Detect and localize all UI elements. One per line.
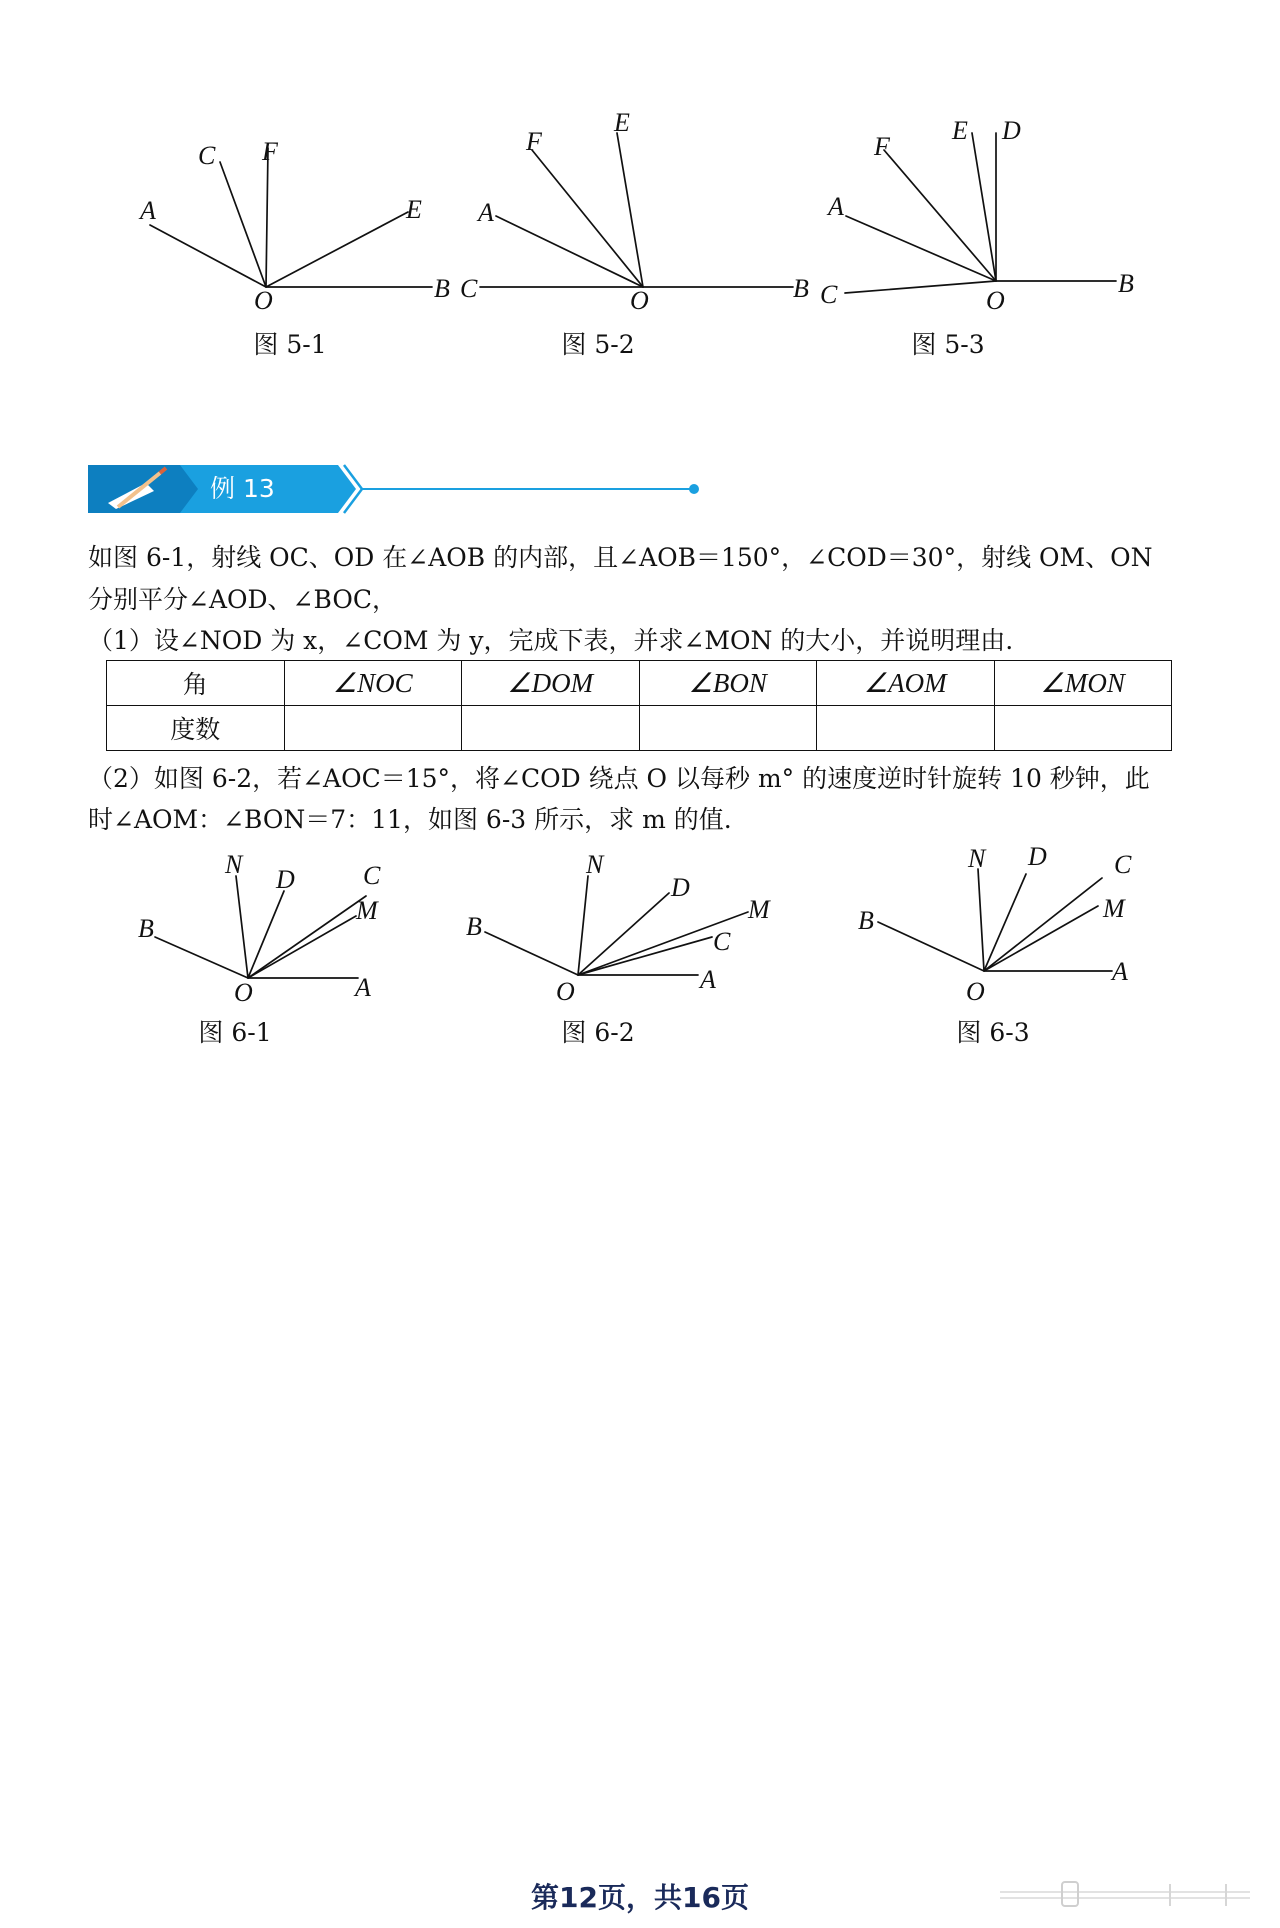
table-header-cell: ∠AOM [817, 661, 995, 706]
point-B: B [793, 274, 809, 303]
figure-6-1-caption: 图 6-1 [198, 1018, 272, 1047]
point-B: B [138, 914, 154, 943]
problem-line-2: 分别平分∠AOD、∠BOC， [88, 585, 397, 614]
table-header-cell: ∠DOM [462, 661, 640, 706]
problem-line-1: 如图 6-1，射线 OC、OD 在∠AOB 的内部，且∠AOB＝150°，∠COD＝30°，射线 OM、ON [88, 543, 1153, 572]
point-M: M [356, 896, 378, 925]
point-C: C [363, 861, 381, 890]
point-D: D [1028, 842, 1047, 871]
point-C: C [198, 141, 216, 170]
point-N: N [586, 850, 604, 879]
point-A: A [355, 973, 371, 1002]
point-C: C [460, 274, 478, 303]
point-O: O [986, 286, 1005, 315]
point-C: C [1114, 850, 1132, 879]
example-label: 例 13 [210, 474, 275, 503]
point-O: O [630, 286, 649, 315]
point-N: N [225, 850, 243, 879]
table-header-cell: ∠BON [639, 661, 817, 706]
point-O: O [966, 977, 985, 1006]
point-B: B [858, 906, 874, 935]
table-header-cell: 角 [107, 661, 285, 706]
figure-5-1-caption: 图 5-1 [253, 330, 327, 359]
table-row-label: 度数 [107, 706, 285, 751]
point-A: A [1112, 957, 1128, 986]
point-A: A [828, 192, 844, 221]
problem-part-2-line-1: （2）如图 6-2，若∠AOC＝15°，将∠COD 绕点 O 以每秒 m° 的速度逆时针旋转 10 秒钟，此 [88, 764, 1150, 793]
point-E: E [406, 195, 422, 224]
point-O: O [254, 286, 273, 315]
point-B: B [1118, 269, 1134, 298]
point-D: D [671, 873, 690, 902]
point-B: B [434, 274, 450, 303]
point-D: D [276, 865, 295, 894]
point-F: F [262, 137, 278, 166]
table-header-cell: ∠NOC [284, 661, 462, 706]
point-O: O [556, 977, 575, 1006]
point-D: D [1002, 116, 1021, 145]
point-O: O [234, 978, 253, 1007]
point-C: C [713, 927, 731, 956]
point-N: N [968, 844, 986, 873]
figure-5-3-caption: 图 5-3 [911, 330, 985, 359]
point-M: M [748, 895, 770, 924]
point-A: A [700, 965, 716, 994]
point-A: A [478, 198, 494, 227]
scroll-handle-icon [1000, 1880, 1260, 1910]
point-F: F [526, 127, 542, 156]
point-E: E [952, 116, 968, 145]
table-header-cell: ∠MON [994, 661, 1172, 706]
page-indicator: 第12页，共16页 [531, 1881, 749, 1914]
problem-part-2-line-2: 时∠AOM：∠BON＝7：11，如图 6-3 所示，求 m 的值. [88, 805, 732, 834]
point-B: B [466, 912, 482, 941]
point-F: F [874, 132, 890, 161]
point-A: A [140, 196, 156, 225]
point-E: E [614, 108, 630, 137]
figure-5-2-caption: 图 5-2 [561, 330, 635, 359]
point-M: M [1103, 894, 1125, 923]
figure-6-3-caption: 图 6-3 [956, 1018, 1030, 1047]
point-C: C [820, 280, 838, 309]
problem-part-1: （1）设∠NOD 为 x，∠COM 为 y，完成下表，并求∠MON 的大小，并说明理由. [88, 626, 1014, 655]
figure-6-2-caption: 图 6-2 [561, 1018, 635, 1047]
